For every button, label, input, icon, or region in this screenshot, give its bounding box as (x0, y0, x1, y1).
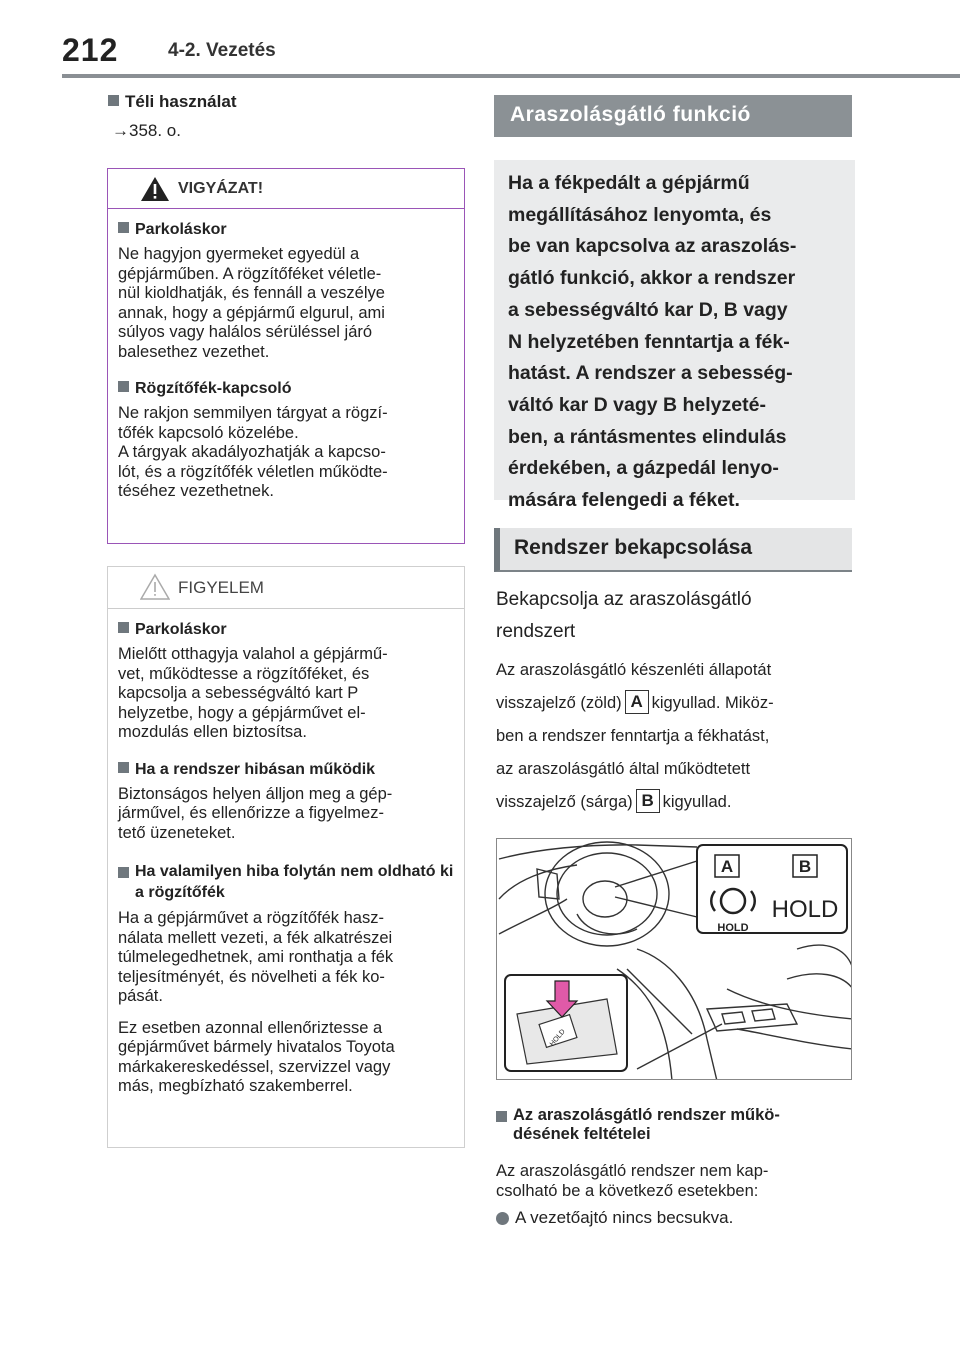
bullet-dot-icon (496, 1212, 509, 1225)
notice-item-text: Biztonságos helyen álljon meg a gép- járművel, és ellenőrizze a figyelmez- tető üzeneteket. (118, 784, 393, 842)
notice-item-title: Ha valamilyen hiba folytán nem oldható ki a rögzítőfék (118, 861, 454, 903)
description-text: Az araszolásgátló készenléti állapotát visszajelző (zöld) A kigyullad. Miköz- ben a rendszer fenntartja a fékhatást, az araszolásgátló által működtetett visszajelző (sárga) B kigyullad. (496, 661, 774, 811)
bullet-square-icon (108, 95, 119, 106)
notice-header (108, 567, 464, 609)
section-heading-creep: Araszolásgátló funkció (494, 95, 852, 137)
hold-icon-label: HOLD (717, 922, 749, 934)
warning-label: VIGYÁZAT! (178, 179, 264, 197)
winter-title: Téli használat (108, 92, 236, 112)
notice-item-title: Ha a rendszer hibásan működik (118, 761, 454, 779)
notice-item-text: Ez esetben azonnal ellenőriztesse a gépjárművet bármely hivatalos Toyota márkakereskedéssel, szervizzel vagy más, megbízható szakemberrel. (118, 1018, 395, 1095)
warning-header (108, 169, 464, 209)
bullet-square-icon (118, 867, 129, 878)
bullet-square-icon (118, 762, 129, 773)
bullet-square-icon (118, 381, 129, 392)
lead-text: Bekapcsolja az araszolásgátló rendszert (496, 589, 752, 642)
winter-ref: →358. o. (112, 121, 181, 140)
callout-label-a: A (720, 857, 734, 876)
section-title: 4-2. Vezetés (168, 40, 276, 61)
conditions-list-item: A vezetőajtó nincs becsukva. (496, 1208, 733, 1228)
intro-box: Ha a fékpedált a gépjármű megállításához lenyomta, és be van kapcsolva az araszolás- gátló funkció, akkor a rendszer a sebességváltó kar D, B vagy N helyzetében fenntartja a fék- hatást. A rendszer a sebesség- váltó kar D vagy B helyzeté- ben, a rántásmentes elindulás érdekében, a gázpedál lenyo- mására felengedi a féket. (494, 160, 855, 500)
hold-illustration (496, 838, 852, 1080)
page-number: 212 (62, 32, 119, 68)
warning-item-text: Ne hagyjon gyermeket egyedül a gépjárműben. A rögzítőféket véletle- nül kioldhatják, és fennáll a veszélye annak, hogy a gépjármű elgurul, ami súlyos vagy halálos sérüléssel járó balesethez vezethet. (118, 245, 385, 361)
bullet-square-icon (496, 1111, 507, 1122)
warning-triangle-icon (140, 175, 170, 203)
notice-label: FIGYELEM (178, 577, 264, 597)
conditions-title: Az araszolásgátló rendszer műkö- désének feltételei (496, 1106, 856, 1144)
label-a-box: A (625, 690, 649, 714)
hold-button-label: HOLD (548, 1028, 567, 1048)
label-b-box: B (636, 789, 660, 813)
warning-item-title: Parkoláskor (118, 221, 454, 239)
notice-item-text: Mielőtt otthagyja valahol a gépjármű- vet, működtesse a rögzítőféket, és kapcsolja a sebességváltó kart P helyzetbe, hogy a gépjárművet el- mozdulás ellen biztosítsa. (118, 645, 388, 741)
warning-item-title: Rögzítőfék-kapcsoló (118, 380, 454, 398)
section-heading-activation: Rendszer bekapcsolása (494, 528, 852, 572)
car-interior-drawing (497, 839, 852, 1080)
callout-label-b: B (798, 857, 812, 876)
warning-item-text: Ne rakjon semmilyen tárgyat a rögzí- tőfék kapcsoló közelébe. A tárgyak akadályozhatják a kapcso- lót, és a rögzítőfék véletlen működte- téséhez vezethetnek. (118, 404, 388, 500)
notice-item-title: Parkoláskor (118, 621, 454, 639)
caution-triangle-icon (140, 573, 170, 601)
bullet-square-icon (118, 622, 129, 633)
warning-box (107, 168, 465, 544)
header-divider (62, 74, 960, 78)
conditions-text: Az araszolásgátló rendszer nem kap- csolható be a következő esetekben: (496, 1162, 769, 1200)
hold-text-indicator: HOLD (771, 896, 839, 923)
notice-box (107, 566, 465, 1148)
notice-item-text: Ha a gépjárművet a rögzítőfék hasz- nálata mellett vezeti, a fék alkatrészei túlmelegedhetnek, ami ronthatja a fék teljesítményét, és növelheti a fék ko- pását. (118, 909, 394, 1005)
bullet-square-icon (118, 222, 129, 233)
